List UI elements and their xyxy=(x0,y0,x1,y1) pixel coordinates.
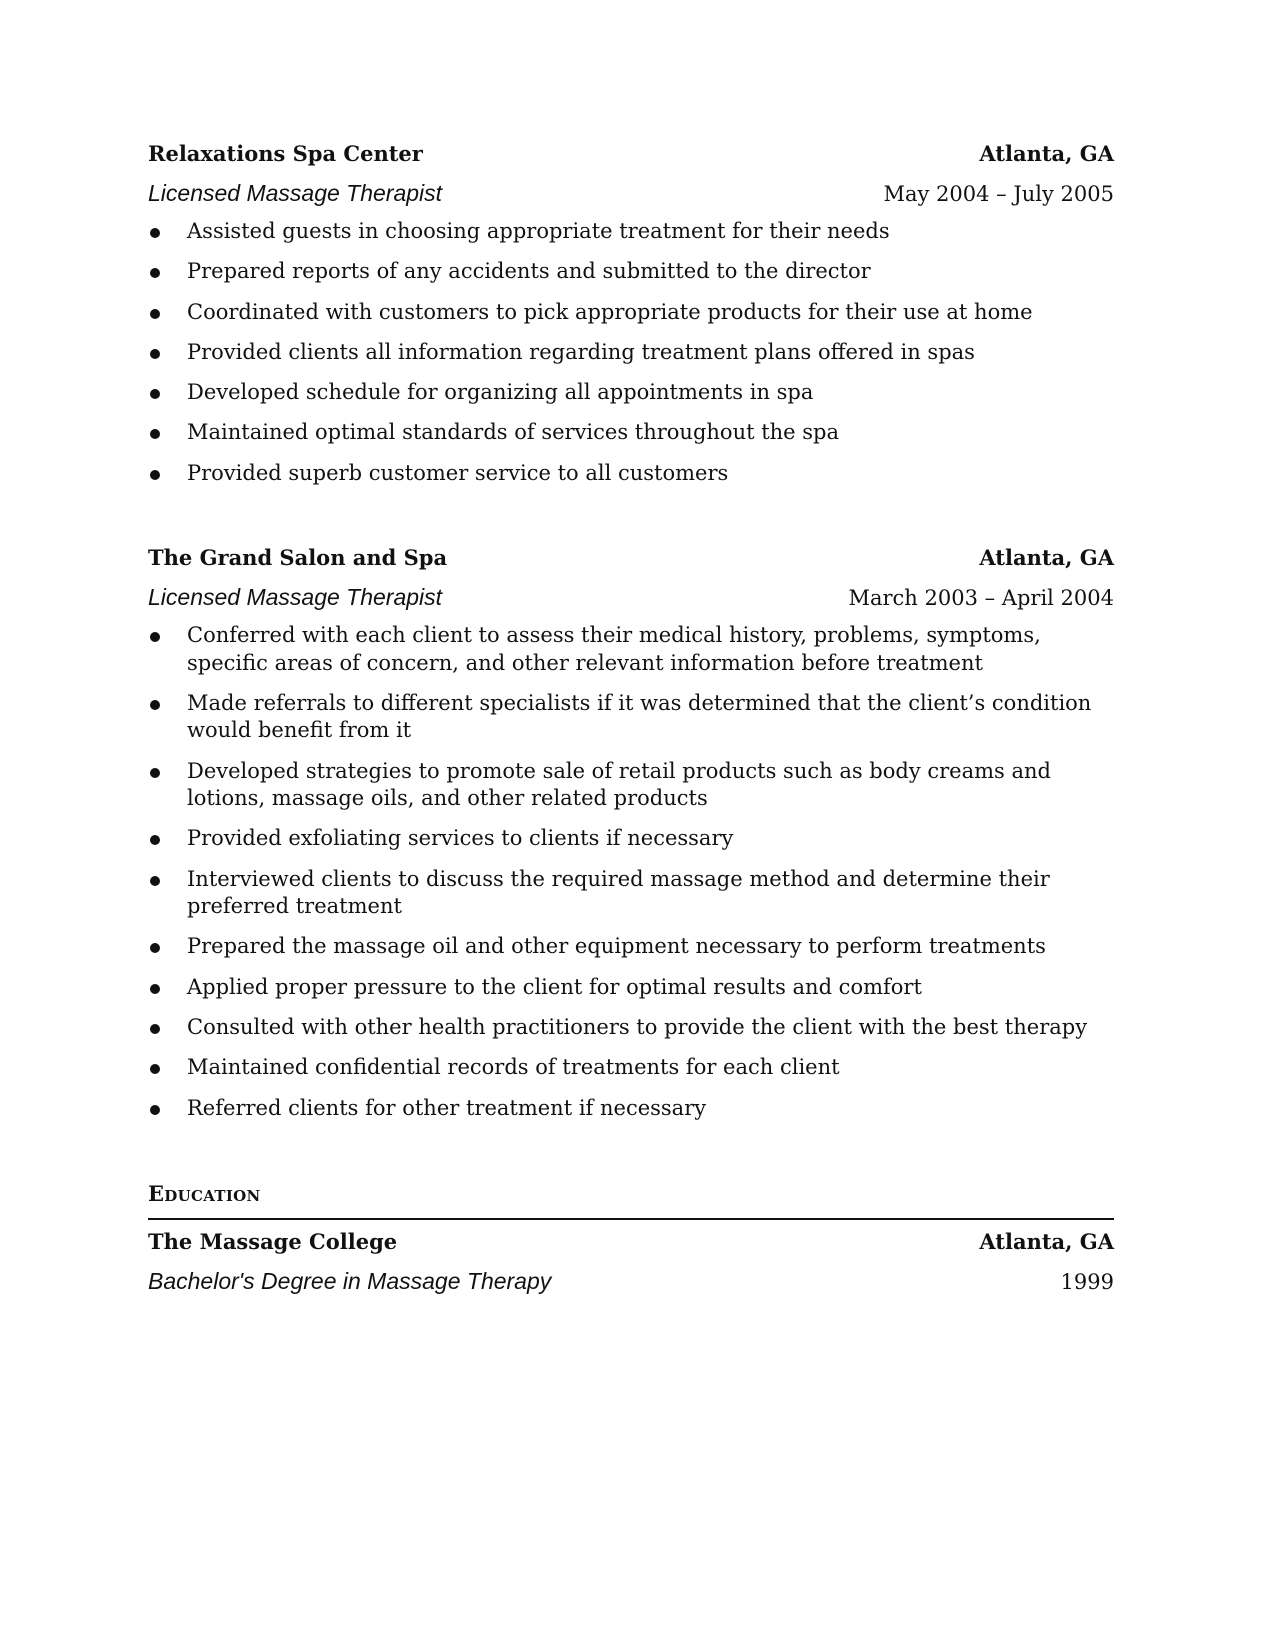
employer-location: Atlanta, GA xyxy=(979,141,1114,166)
bullet-icon xyxy=(150,1024,160,1034)
list-item xyxy=(148,622,1127,677)
bullet-icon xyxy=(150,470,160,480)
list-item xyxy=(148,690,1127,745)
list-item xyxy=(148,866,1127,921)
entry-subheader xyxy=(148,178,1114,208)
degree-title: Bachelor's Degree in Massage Therapy xyxy=(148,1268,552,1294)
responsibility-list xyxy=(148,218,1114,487)
list-item xyxy=(148,1054,1127,1082)
list-item-text: Assisted guests in choosing appropriate treatment for their needs xyxy=(187,219,890,243)
list-item-text: Coordinated with customers to pick appropriate products for their use at home xyxy=(187,299,1033,324)
entry-header xyxy=(148,1228,1114,1256)
list-item xyxy=(148,933,1127,961)
list-item-text: Provided clients all information regarding treatment plans offered in spas xyxy=(187,339,975,364)
employer-location: Atlanta, GA xyxy=(979,545,1114,570)
bullet-icon xyxy=(150,1105,160,1115)
entry-subheader xyxy=(148,1266,1114,1296)
list-item xyxy=(148,1095,1127,1123)
list-item xyxy=(148,460,1127,488)
list-item-text: Maintained optimal standards of services throughout the spa xyxy=(187,420,840,445)
bullet-icon xyxy=(150,876,160,886)
experience-entry xyxy=(148,140,1114,500)
list-item-text: Made referrals to different specialists if it was determined that the client’s condition would benefit from it xyxy=(187,690,1092,743)
list-item xyxy=(148,1014,1127,1042)
education-section xyxy=(148,1180,1114,1296)
graduation-year: 1999 xyxy=(1060,1270,1114,1294)
bullet-icon xyxy=(150,768,160,778)
list-item xyxy=(148,419,1127,447)
list-item-text: Consulted with other health practitioners to provide the client with the best therapy xyxy=(187,1015,1088,1040)
bullet-icon xyxy=(150,349,160,359)
job-dates: May 2004 – July 2005 xyxy=(883,182,1114,206)
employer-name: The Grand Salon and Spa xyxy=(148,545,448,570)
list-item xyxy=(148,339,1127,367)
list-item-text: Conferred with each client to assess their medical history, problems, symptoms, specific areas of concern, and other relevant information before treatment xyxy=(187,623,1041,675)
list-item-text: Developed schedule for organizing all appointments in spa xyxy=(187,380,814,405)
list-item-text: Interviewed clients to discuss the required massage method and determine their preferred treatment xyxy=(187,866,1050,919)
list-item-text: Maintained confidential records of treatments for each client xyxy=(187,1055,840,1080)
bullet-icon xyxy=(150,228,160,238)
bullet-icon xyxy=(150,700,160,710)
list-item xyxy=(148,758,1127,813)
list-item-text: Referred clients for other treatment if necessary xyxy=(187,1095,707,1120)
bullet-icon xyxy=(150,429,160,439)
entry-header xyxy=(148,140,1114,168)
bullet-icon xyxy=(150,943,160,953)
employer-name: Relaxations Spa Center xyxy=(148,141,423,166)
job-title: Licensed Massage Therapist xyxy=(148,180,443,206)
bullet-icon xyxy=(150,1064,160,1074)
list-item-text: Developed strategies to promote sale of retail products such as body creams and lotions, massage oils, and other related products xyxy=(187,758,1051,811)
bullet-icon xyxy=(150,389,160,399)
bullet-icon xyxy=(150,632,160,642)
section-title: Education xyxy=(148,1181,261,1206)
institution-name: The Massage College xyxy=(148,1229,398,1254)
list-item-text: Applied proper pressure to the client for optimal results and comfort xyxy=(187,974,922,999)
list-item xyxy=(148,379,1127,407)
institution-location: Atlanta, GA xyxy=(979,1229,1114,1254)
list-item-text: Prepared the massage oil and other equipment necessary to perform treatments xyxy=(187,934,1046,959)
list-item-text: Provided exfoliating services to clients if necessary xyxy=(187,826,734,851)
entry-subheader xyxy=(148,582,1114,612)
list-item xyxy=(148,825,1127,853)
list-item-text: Prepared reports of any accidents and submitted to the director xyxy=(187,259,871,284)
job-title: Licensed Massage Therapist xyxy=(148,584,443,610)
list-item xyxy=(148,258,1127,286)
list-item-text: Provided superb customer service to all customers xyxy=(187,460,729,485)
experience-entry xyxy=(148,544,1114,1135)
list-item xyxy=(148,299,1127,327)
bullet-icon xyxy=(150,835,160,845)
bullet-icon xyxy=(150,984,160,994)
responsibility-list xyxy=(148,622,1114,1122)
job-dates: March 2003 – April 2004 xyxy=(848,586,1114,610)
list-item xyxy=(148,974,1127,1002)
bullet-icon xyxy=(150,268,160,278)
list-item xyxy=(148,218,1127,246)
section-divider xyxy=(148,1218,1114,1220)
bullet-icon xyxy=(150,309,160,319)
entry-header xyxy=(148,544,1114,572)
